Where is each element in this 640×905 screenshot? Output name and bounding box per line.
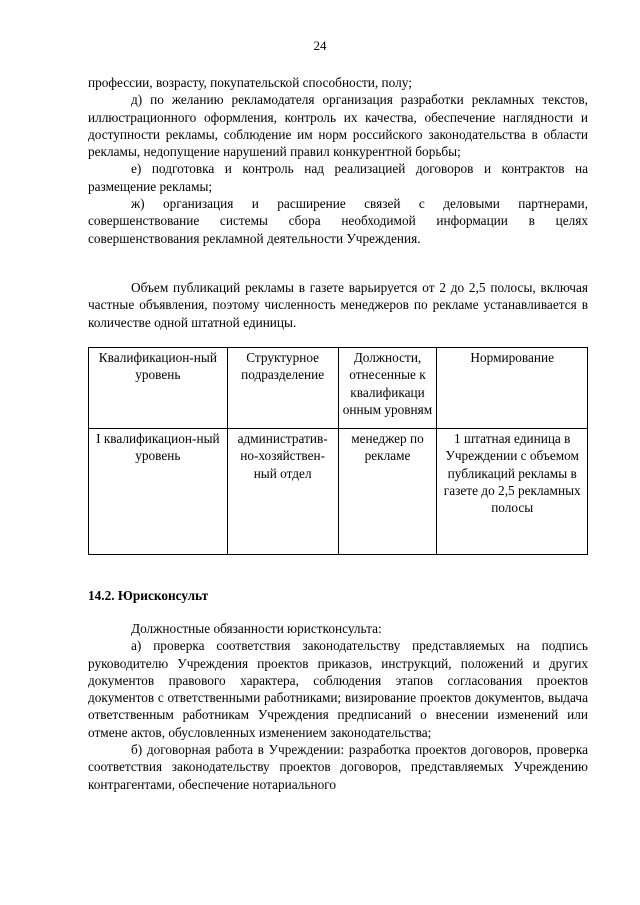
intro-text-block — [88, 74, 588, 247]
table-row — [89, 429, 588, 555]
table-header-cell: Нормирование — [437, 348, 588, 429]
list-item-d: д) по желанию рекламодателя организация разработки рекламных текстов, иллюстрационного оформления, контроль их качества, обеспечение наглядности и доступности рекламы, соблюдение им норм российского законодательства в области рекламы, недопущение нарушений правил конкурентной борьбы; — [88, 92, 588, 160]
table-header-row — [89, 348, 588, 429]
page-number: 24 — [313, 38, 327, 53]
volume-text-block — [88, 279, 588, 331]
section-text-block — [88, 620, 588, 793]
table-cell: I квалификацион-ный уровень — [89, 429, 228, 555]
duties-intro: Должностные обязанности юристконсульта: — [131, 621, 382, 636]
section-heading: 14.2. Юрисконсульт — [88, 588, 209, 603]
table-cell: 1 штатная единица в Учреждении с объемом публикаций рекламы в газете до 2,5 рекламных полосы — [437, 429, 588, 555]
table-header-cell: Должности, отнесенные к квалификаци онным уровням — [338, 348, 437, 429]
volume-paragraph: Объем публикаций рекламы в газете варьируется от 2 до 2,5 полосы, включая частные объявления, поэтому численность менеджеров по рекламе устанавливается в количестве одной штатной единицы. — [88, 280, 588, 330]
table-header-cell: Квалификацион-ный уровень — [89, 348, 228, 429]
table-header-cell: Структурное подразделение — [227, 348, 338, 429]
paragraph-continuation: профессии, возрасту, покупательской способности, полу; — [88, 75, 412, 90]
duty-item-b: б) договорная работа в Учреждении: разработка проектов договоров, проверка соответствия законодательству проектов договоров, представляемых Учреждению контрагентами, обеспечение нотариального — [88, 742, 588, 792]
table-cell: административ-но-хозяйствен-ный отдел — [227, 429, 338, 555]
list-item-zh: ж) организация и расширение связей с деловыми партнерами, совершенствование системы сбора необходимой информации в целях совершенствования рекламной деятельности Учреждения. — [88, 196, 588, 246]
table-cell: менеджер по рекламе — [338, 429, 437, 555]
staffing-table — [88, 347, 588, 555]
list-item-e: е) подготовка и контроль над реализацией договоров и контрактов на размещение рекламы; — [88, 161, 588, 194]
duty-item-a: а) проверка соответствия законодательству представляемых на подпись руководителю Учреждения проектов приказов, инструкций, положений и других документов правового характера, соблюдения этапов согласования проектов документов с ответственными работниками; визирование проектов документов, выдача ответственным работникам Учреждения предписаний о внесении изменений или отмене актов, обусловленных изменением законодательства; — [88, 638, 588, 740]
